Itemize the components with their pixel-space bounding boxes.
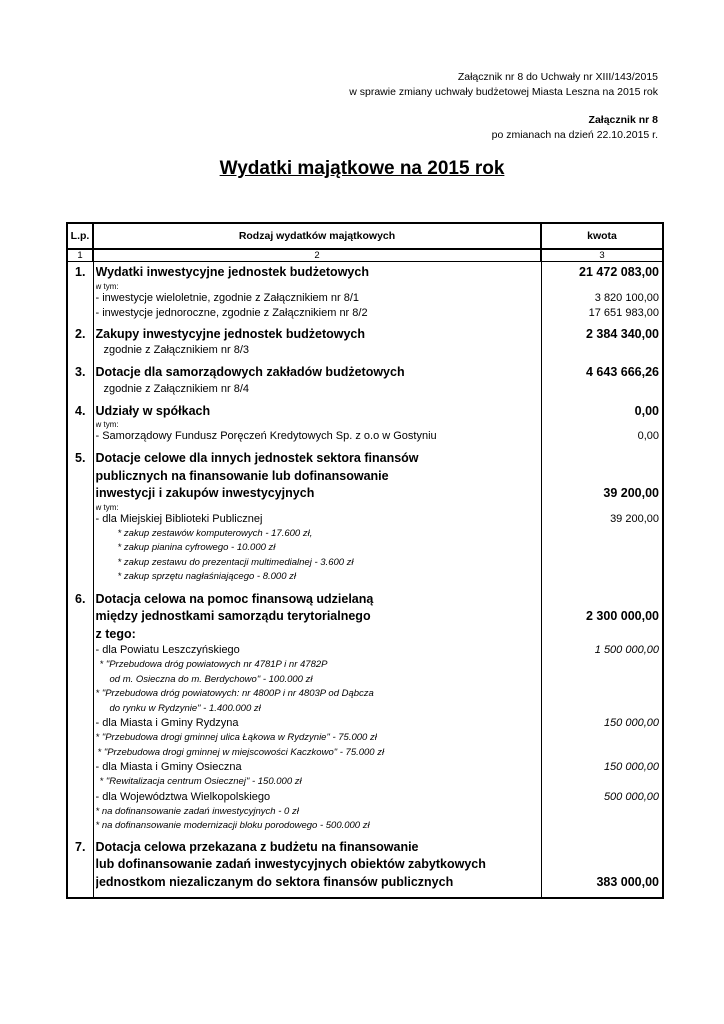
item-note-line: * "Przebudowa drogi gminnej ulica Łąkowa w Rydzynie" - 75.000 zł [95,732,377,743]
item-detail-line: - dla Miejskiej Biblioteki Publicznej [95,512,263,525]
item-detail-line: - dla Miasta i Gminy Osieczna [95,761,242,773]
item-amount [542,570,660,585]
item-note-line: * zakup sprzętu nagłaśniającego - 8.000 zł [117,571,297,582]
item-amount [542,382,660,397]
item-number: 7. [67,839,93,899]
item-amount [542,856,660,874]
item-amount: 1 500 000,00 [594,644,659,656]
item-amount [542,468,660,486]
table-row [67,262,663,326]
header-resolution-subject: w sprawie zmiany uchwały budżetowej Miasta Leszna na 2015 rok [349,86,658,98]
item-amount [542,746,660,761]
item-note-line: * "Przebudowa drogi gminnej w miejscowości Kaczkowo" - 75.000 zł [97,746,385,758]
item-note-line: * na dofinansowanie zadań inwestycyjnych - 0 zł [95,805,299,817]
item-description [93,403,541,451]
item-amount [542,420,660,429]
item-detail-line: - dla Powiatu Leszczyńskiego [95,644,240,656]
header-date-note: po zmianach na dzień 22.10.2015 r. [491,129,658,141]
column-number-1: 1 [67,249,93,262]
item-title-line: Dotacje dla samorządowych zakładów budżetowych [95,365,405,379]
item-title-line: między jednostkami samorządu terytorialnego [95,609,371,623]
item-description [93,364,541,403]
column-header-lp: L.p. [67,223,93,249]
item-number: 6. [67,591,93,839]
item-title-line: Dotacje celowe dla innych jednostek sektora finansów [95,451,419,465]
column-header-description: Rodzaj wydatków majątkowych [93,223,541,249]
item-detail-line: - inwestycje jednoroczne, zgodnie z Załącznikiem nr 8/2 [95,306,368,319]
item-amount [542,556,660,571]
item-number: 2. [67,326,93,365]
expenditure-table [66,222,664,899]
item-amount: 0,00 [634,403,659,418]
item-number: 1. [67,262,93,326]
item-amount: 17 651 983,00 [588,306,659,319]
item-amount: 2 300 000,00 [586,609,659,623]
item-amount [542,805,660,820]
item-amounts [541,326,663,365]
item-title-line: Zakupy inwestycyjne jednostek budżetowych [95,326,366,341]
item-note-line: * "Przebudowa dróg powiatowych nr 4781P i nr 4782P [99,659,328,670]
item-detail-line: w tym: [95,420,119,429]
item-note-line: * zakup zestawów komputerowych - 17.600 zł, [117,527,313,539]
item-title-line: inwestycji i zakupów inwestycyjnych [95,486,315,500]
item-detail-line: - dla Województwa Wielkopolskiego [95,790,271,803]
table-row [67,326,663,365]
item-detail-line: zgodnie z Załącznikiem nr 8/3 [103,344,250,356]
item-amount: 39 200,00 [610,512,659,525]
table-row [67,839,663,899]
page-title: Wydatki majątkowe na 2015 rok [219,158,505,179]
item-amount: 150 000,00 [603,761,659,773]
item-title-line: Wydatki inwestycyjne jednostek budżetowych [95,265,369,279]
item-amount: 4 643 666,26 [586,365,659,379]
column-header-amount: kwota [541,223,663,249]
item-amounts [541,364,663,403]
item-note-line: * "Przebudowa dróg powiatowych: nr 4800P i nr 4803P od Dąbcza [95,688,374,699]
item-detail-line: - dla Miasta i Gminy Rydzyna [95,717,239,729]
table-header-row [67,223,663,249]
item-title-line: Dotacja celowa na pomoc finansową udzielaną [95,591,374,606]
item-note-line: * na dofinansowanie modernizacji bloku porodowego - 500.000 zł [95,820,370,831]
item-amounts [541,403,663,451]
column-number-row [67,249,663,262]
item-note-line: od m. Osieczna do m. Berdychowo" - 100.000 zł [109,673,313,685]
item-amount [542,731,660,746]
item-detail-line: w tym: [95,281,119,291]
header-annex-label: Załącznik nr 8 [588,114,658,126]
table-row [67,591,663,839]
item-note-line: * "Rewitalizacja centrum Osiecznej" - 150.000 zł [99,776,302,787]
item-amount: 150 000,00 [603,717,659,729]
header-annex-reference: Załącznik nr 8 do Uchwały nr XIII/143/2015 [457,71,658,83]
item-amount: 0,00 [637,430,659,442]
item-description [93,839,541,899]
table-row [67,450,663,591]
item-amount [542,839,660,857]
table-row [67,403,663,451]
item-amount [542,658,660,673]
item-title-line: jednostkom niezaliczanym do sektora finansów publicznych [95,874,454,889]
item-detail-line: - inwestycje wieloletnie, zgodnie z Załącznikiem nr 8/1 [95,291,360,304]
item-amount [542,626,660,644]
table-row [67,364,663,403]
item-note-line: * zakup pianina cyfrowego - 10.000 zł [117,542,276,553]
column-number-2: 2 [93,249,541,262]
item-amounts [541,591,663,839]
item-amount: 500 000,00 [603,790,659,803]
item-amount [542,450,660,468]
item-title-line: z tego: [95,626,136,641]
item-detail-line: zgodnie z Załącznikiem nr 8/4 [103,382,250,395]
column-number-3: 3 [541,249,663,262]
item-amounts [541,450,663,591]
item-amount [542,282,660,291]
item-description [93,326,541,365]
item-number: 3. [67,364,93,403]
item-amount [542,503,660,512]
item-amount: 383 000,00 [596,874,659,889]
item-number: 5. [67,450,93,591]
item-title-line: publicznych na finansowanie lub dofinansowanie [95,468,389,483]
item-title-line: Dotacja celowa przekazana z budżetu na finansowanie [95,839,419,854]
item-amount [542,527,660,542]
item-amount [542,702,660,717]
item-number: 4. [67,403,93,451]
item-amount: 21 472 083,00 [579,265,659,279]
item-amounts [541,839,663,899]
item-amount: 3 820 100,00 [594,291,659,304]
item-amount [542,343,660,358]
item-note-line: * zakup zestawu do prezentacji multimedialnej - 3.600 zł [117,556,354,568]
item-amount: 39 200,00 [603,486,659,500]
item-amount [542,819,660,834]
item-amount [542,673,660,688]
item-title-line: Udziały w spółkach [95,403,211,418]
item-amounts [541,262,663,326]
item-title-line: lub dofinansowanie zadań inwestycyjnych obiektów zabytkowych [95,857,486,871]
item-description [93,450,541,591]
item-description [93,262,541,326]
item-detail-line: w tym: [95,502,119,512]
item-note-line: do rynku w Rydzynie" - 1.400.000 zł [109,702,261,714]
item-amount [542,687,660,702]
item-amount [542,541,660,556]
item-amount [542,775,660,790]
item-detail-line: - Samorządowy Fundusz Poręczeń Kredytowych Sp. z o.o w Gostyniu [95,430,437,442]
item-amount [542,591,660,609]
item-amount: 2 384 340,00 [586,326,659,341]
item-description [93,591,541,839]
